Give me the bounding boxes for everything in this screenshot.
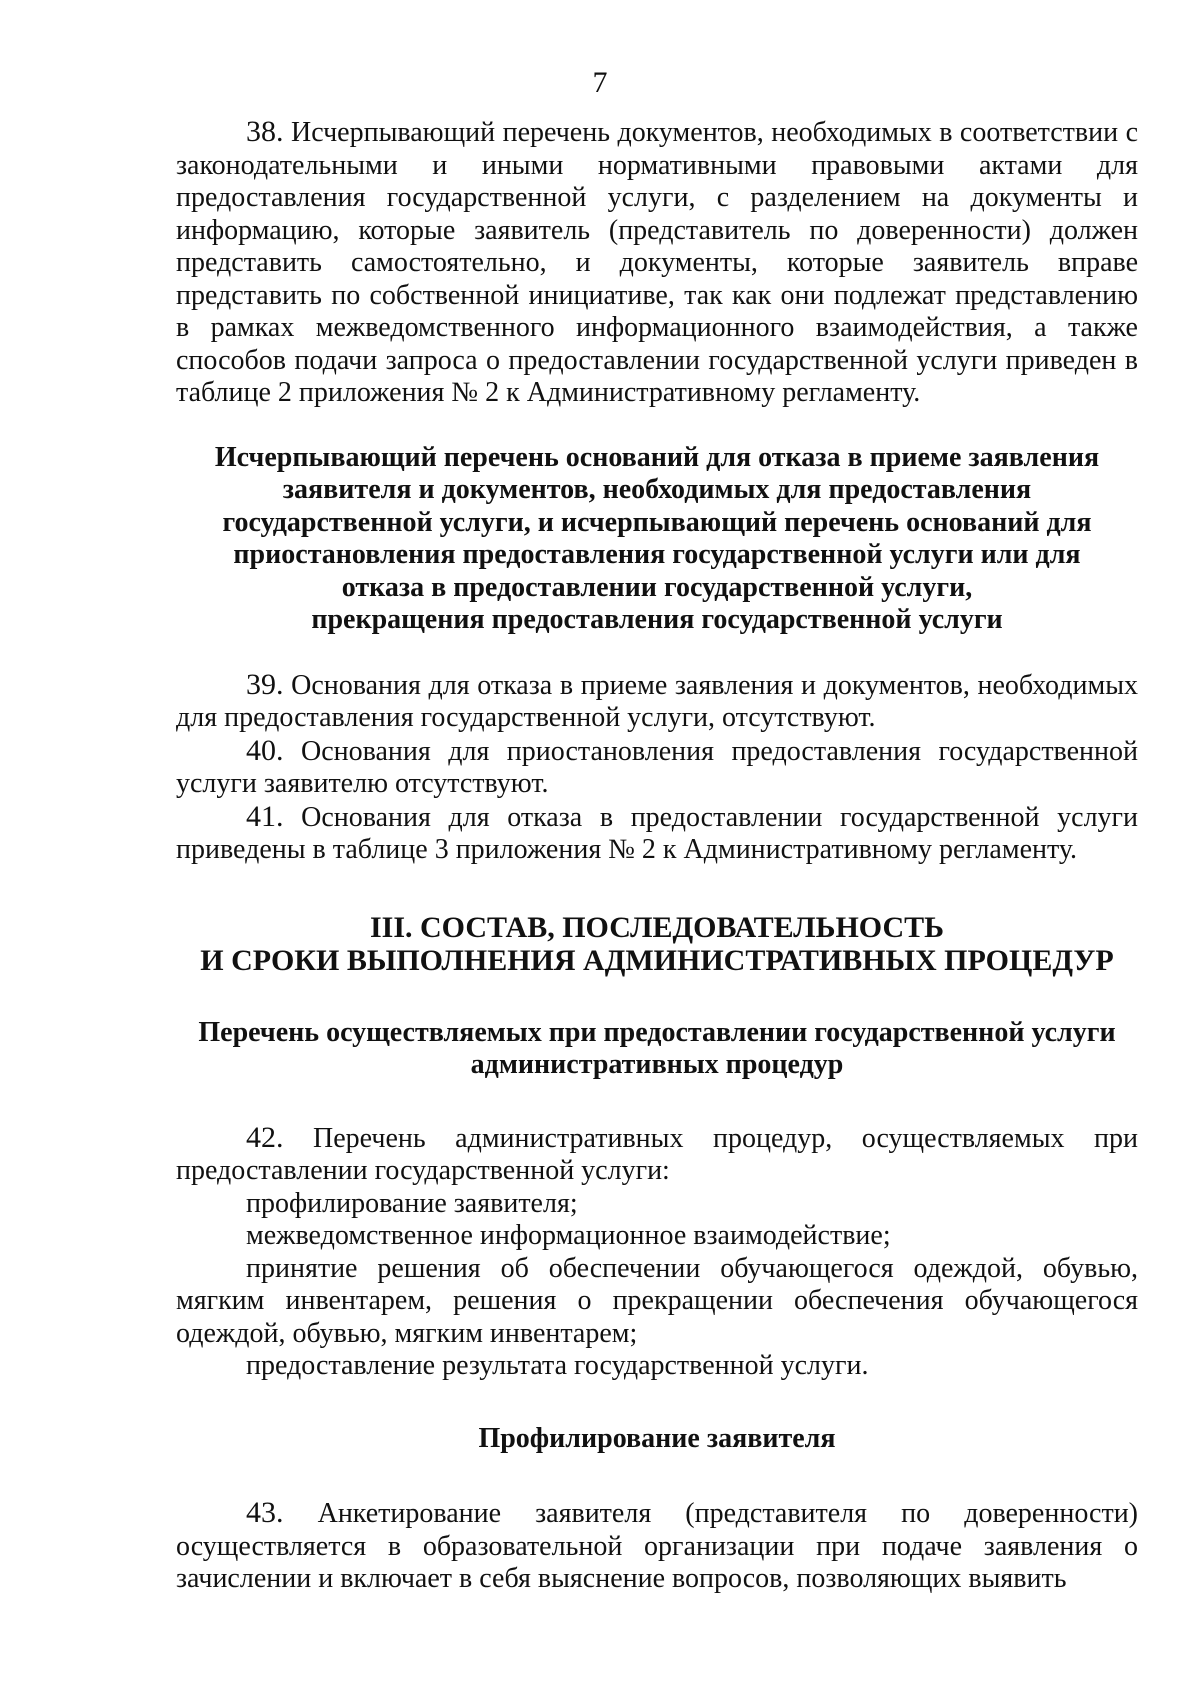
paragraph-42 (176, 1122, 1138, 1188)
paragraph-38 (176, 116, 1138, 410)
paragraph-number: 39. (246, 667, 284, 701)
paragraph-number: 38. (246, 115, 284, 148)
paragraph-number: 41. (246, 799, 284, 833)
procedure-item: межведомственное информационное взаимодействие; (246, 1220, 891, 1251)
paragraph-text: Перечень административных процедур, осуществляемых при предоставлении государственной услуги: (176, 1122, 1138, 1186)
heading-line: Перечень осуществляемых при предоставлении государственной услуги (198, 1016, 1116, 1048)
page-number: 7 (592, 66, 608, 99)
heading-line: приостановления предоставления государственной услуги или для (233, 539, 1081, 570)
heading-line: отказа в предоставлении государственной услуги, (341, 571, 973, 603)
paragraph-43 (176, 1497, 1138, 1596)
heading-profiling: Профилирование заявителя (478, 1422, 836, 1454)
paragraph-40 (176, 735, 1138, 801)
paragraph-number: 42. (246, 1120, 284, 1154)
paragraph-text: Основания для отказа в предоставлении государственной услуги приведены в таблице 3 приложения № 2 к Административному регламенту. (176, 801, 1139, 865)
heading-line: прекращения предоставления государственной услуги (311, 604, 1003, 635)
procedure-item: профилирование заявителя; (246, 1187, 578, 1219)
section-3-title (176, 911, 1138, 977)
heading-line: государственной услуги, и исчерпывающий перечень оснований для (222, 506, 1092, 538)
paragraph-41 (176, 801, 1138, 867)
heading-line: Исчерпывающий перечень оснований для отказа в приеме заявления (214, 441, 1100, 473)
heading-line: И СРОКИ ВЫПОЛНЕНИЯ АДМИНИСТРАТИВНЫХ ПРОЦЕДУР (200, 943, 1114, 977)
heading-refusal-grounds (176, 442, 1138, 637)
paragraph-number: 43. (246, 1496, 284, 1529)
paragraph-text: Основания для отказа в приеме заявления и документов, необходимых для предоставления государственной услуги, отсутствуют. (176, 669, 1139, 733)
paragraph-39 (176, 669, 1138, 735)
paragraph-text: Основания для приостановления предоставления государственной услуги заявителю отсутствуют. (176, 735, 1138, 799)
document-body (176, 116, 1138, 1596)
paragraph-text: Анкетирование заявителя (представителя по доверенности) осуществляется в образовательной организации при подаче заявления о зачислении и включает в себя выяснение вопросов, позволяющих выявить (176, 1498, 1139, 1594)
paragraph-text: Исчерпывающий перечень документов, необходимых в соответствии с законодательными и иными нормативными правовыми актами для предоставления государственной услуги, с разделением на документы и информацию, которые заявитель (представитель по доверенности) должен представить самостоятельно, и документы, которые заявитель вправе представить по собственной инициативе, так как они подлежат представлению в рамках межведомственного информационного взаимодействия, а также способов подачи запроса о предоставлении государственной услуги приведен в таблице 2 приложения № 2 к Административному регламенту. (176, 117, 1139, 408)
procedure-item: предоставление результата государственной услуги. (246, 1350, 869, 1381)
heading-line: административных процедур (470, 1049, 844, 1080)
heading-line: заявителя и документов, необходимых для предоставления (282, 474, 1032, 505)
heading-procedures-list (176, 1017, 1138, 1082)
procedure-item: принятие решения об обеспечении обучающегося одеждой, обувью, мягким инвентарем, решения о прекращении обеспечения обучающегося одеждой, обувью, мягким инвентарем; (176, 1252, 1138, 1349)
paragraph-number: 40. (246, 733, 284, 767)
heading-line: III. СОСТАВ, ПОСЛЕДОВАТЕЛЬНОСТЬ (369, 910, 945, 944)
